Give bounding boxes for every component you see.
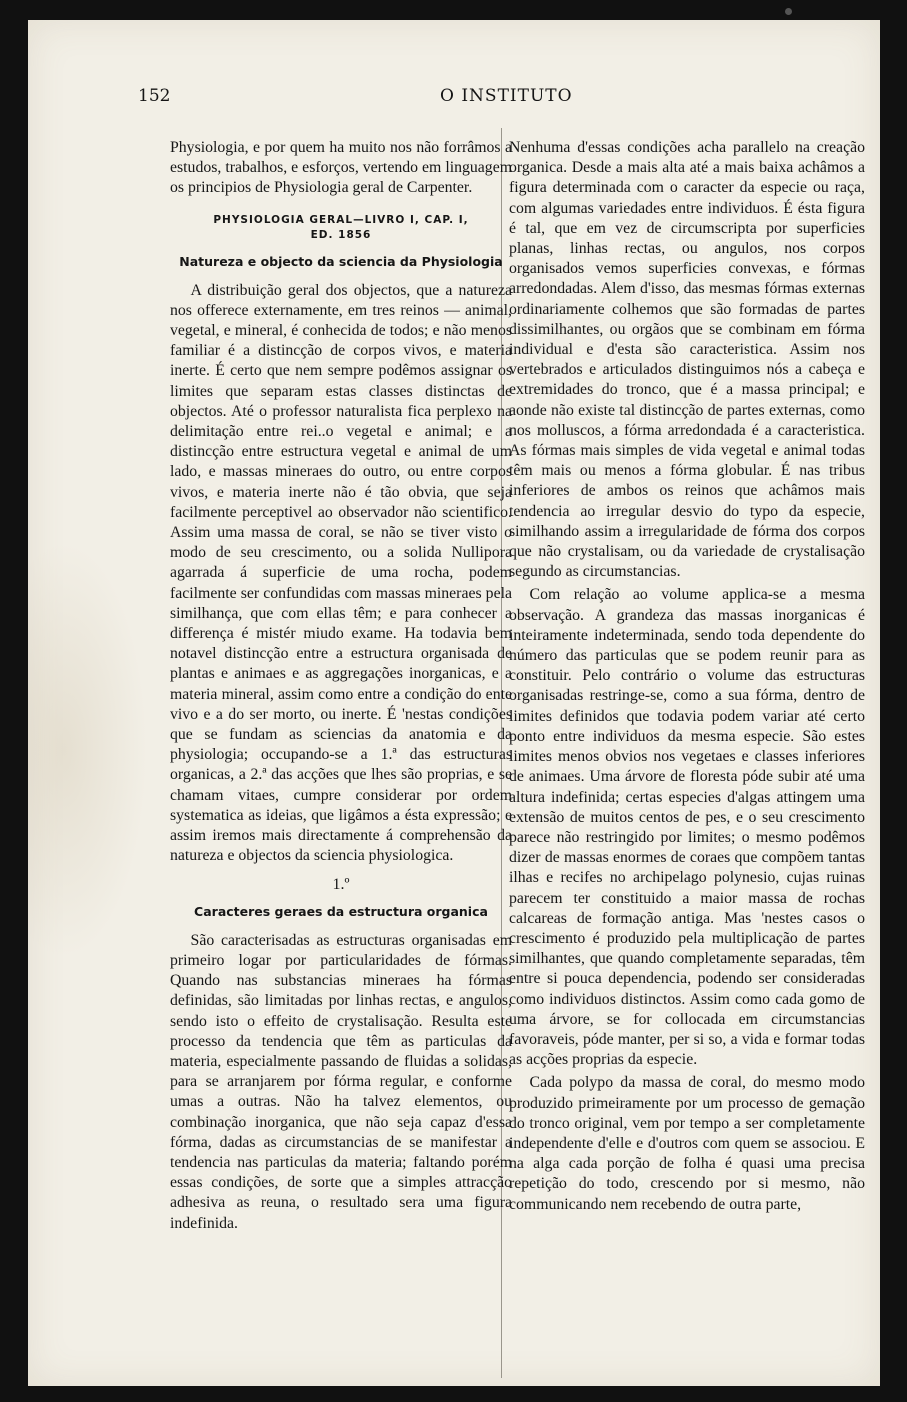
body-paragraph: Com relação ao volume applica-se a mesma observação. A grandeza das massas inorganicas é inteiramente indeterminada, sendo toda dependente do número das particulas que se podem reunir para as constituir. Pelo contrário o volume das estructuras organisadas restringe-se, como a sua fórma, dentro de limites definidos que todavia podem variar até certo ponto entre individuos da mesma especie. São estes limites menos obvios nos vegetaes e classes inferiores de animaes. Uma árvore de floresta póde subir até uma altura indefinida; certas especies d'algas attingem uma extensão de muitos centos de pes, e o seu crescimento parece não restringido por limites; o mesmo podêmos dizer de massas enormes de coraes que compõem tantas ilhas e recifes no archipelago polynesio, cujas ruinas parecem ter constituido a maior massa de rochas calcareas de formação antiga. Mas 'nestes casos o crescimento é produzido pela multiplicação de partes similhantes, que quando completamente separadas, têm entre si pouca dependencia, podendo ser consideradas como individuos distinctos. Assim como cada gomo de uma árvore, se for collocada em circumstancias favoraveis, póde manter, per si so, a vida e formar todas as acções proprias da especie.	[509, 586, 865, 1069]
left-column	[170, 138, 512, 1234]
body-paragraph: A distribuição geral dos objectos, que a natureza nos offerece externamente, em tres reinos — animal, vegetal, e mineral, é conhecida de todos; e não menos familiar é a distincção de corpos vivos, e materia inerte. É certo que nem sempre podêmos assignar os limites que separam estas classes distinctas de objectos. Até o professor naturalista fica perplexo na delimitação entre rei..o vegetal e animal; e a distincção entre estructura vegetal e animal de um lado, e massas mineraes do outro, ou entre corpos vivos, e materia inerte não é tão obvia, que seja facilmente perceptivel ao observador não scientifico. Assim uma massa de coral, se não se tiver visto o modo de seu crescimento, ou a solida Nullipora agarrada á superficie de uma rocha, podem facilmente ser confundidas com massas mineraes pela similhança, que com ellas têm; e para conhecer a differença é mistér miudo exame. Ha todavia bem notavel distincção entre a estructura organisada de plantas e animaes e as aggregações inorganicas, e a materia mineral, assim como entre a condição do ente vivo e a do ser morto, ou inerte. É 'nestas condições que se fundam as sciencias da anatomia e da physiologia; occupando-se a 1.ª das estructuras organicas, a 2.ª das acções que lhes são proprias, e se chamam vitaes, cumpre considerar por ordem systematica as ideias, que ligâmos a ésta expressão; e assim iremos mais directamente á comprehensão da natureza e objectos da sciencia physiologica.	[170, 281, 512, 865]
ink-dot	[785, 8, 792, 15]
page-number: 152	[138, 86, 171, 106]
section-number: 1.º	[332, 875, 350, 893]
paper-stain	[28, 540, 148, 960]
right-column	[509, 138, 865, 1215]
intro-paragraph: Physiologia, e por quem ha muito nos não forrâmos a estudos, trabalhos, e esforços, vertendo em linguagem os principios de Physiologia geral de Carpenter.	[170, 139, 512, 197]
body-paragraph: Nenhuma d'essas condições acha parallelo na creação organica. Desde a mais alta até a mais baixa achâmos a figura determinada com o caracter da especie ou raça, com algumas variedades entre individuos. É ésta figura é tal, que em vez de circumscripta por superficies planas, linhas rectas, ou angulos, nos corpos organisados vemos superficies convexas, e fórmas arredondadas. Alem d'isso, das mesmas fórmas externas ordinariamente colhemos que são formadas de partes dissimilhantes, ou orgãos que se combinam em fórma individual e d'esta são caracteristica. Assim nos vertebrados e articulados distinguimos nós a cabeça e extremidades do tronco, que é a massa principal; e aonde não existe tal distincção de partes externas, como nos molluscos, a fórma arredondada é a caracteristica. As fórmas mais simples de vida vegetal e animal todas têm mais ou menos a fórma globular. É nas tribus inferiores de ambos os reinos que achâmos mais tendencia ao irregular desvio do typo da especie, similhando assim a irregularidade de fórma dos corpos que não crystalisam, ou da variedade de crystalisação segundo as circumstancias.	[509, 139, 865, 581]
section-heading-characters: Caracteres geraes da estructura organica	[194, 903, 488, 919]
body-paragraph: Cada polypo da massa de coral, do mesmo modo produzido primeiramente por um processo de gemação do tronco original, vem por tempo a ser completamente independente d'elle e d'outros com quem se associou. E na alga cada porção de folha é quasi uma precisa repetição do todo, crescendo por si mesmo, não communicando nem recebendo de outra parte,	[509, 1074, 865, 1213]
scanned-page	[28, 20, 880, 1386]
section-heading-nature: Natureza e objecto da sciencia da Physiologia	[179, 253, 503, 269]
running-head	[28, 86, 880, 110]
body-paragraph: São caracterisadas as estructuras organisadas em primeiro logar por particularidades de fórmas. Quando nas substancias mineraes ha fórmas definidas, são limitadas por linhas rectas, e angulos, sendo isto o effeito de crystalisação. Resulta este processo da tendencia que têm as particulas da materia, especialmente passando de fluidas a solidas, para se arranjarem por fórma regular, e conforme umas a outras. Não ha talvez elementos, ou combinação inorganica, que não seja capaz d'essa fórma, dadas as circumstancias de se manifestar a tendencia nas particulas da materia; faltando porém essas condições, de sorte que a simples attracção adhesiva as reuna, o resultado sera uma figura indefinida.	[170, 931, 512, 1232]
source-heading-line: ED. 1856	[310, 228, 372, 241]
source-heading	[170, 213, 512, 243]
journal-title: O INSTITUTO	[440, 86, 573, 106]
source-heading-line: PHYSIOLOGIA GERAL—LIVRO I, CAP. I,	[213, 213, 469, 226]
